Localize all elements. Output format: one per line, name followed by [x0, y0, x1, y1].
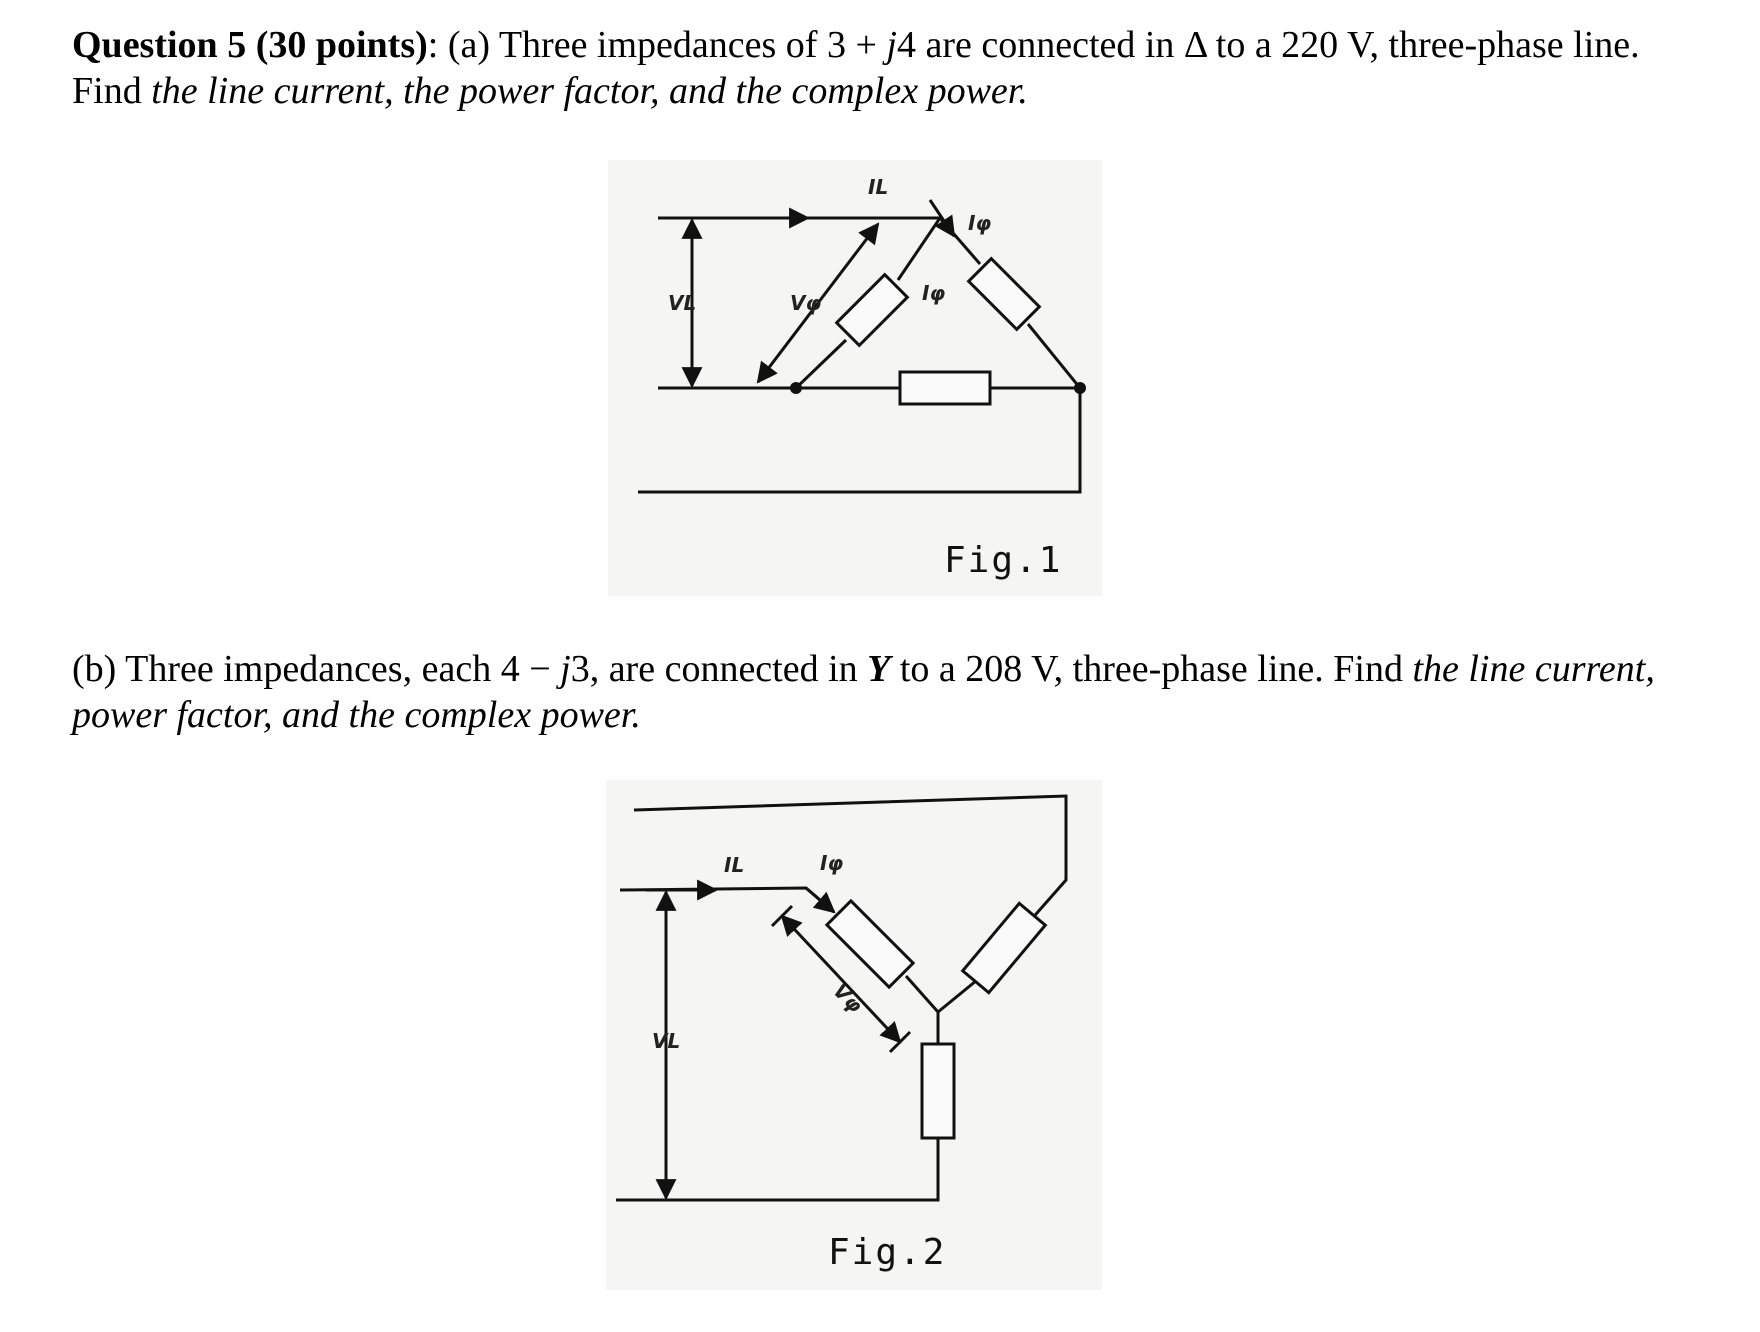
question-a-text: [72, 22, 1712, 114]
question-b-part-1: (b) Three impedances, each 4 −: [72, 648, 561, 690]
phase-current-arrow: [806, 888, 834, 912]
impedance-left: [837, 275, 908, 346]
label-Iphi: Iφ: [820, 851, 844, 875]
question-b-j: j: [560, 648, 571, 690]
impedance-bottom: [922, 1044, 954, 1138]
impedance-left: [827, 901, 913, 987]
wye-circuit-figure: [606, 780, 1102, 1290]
question-b-part-2: 3, are connected in: [570, 648, 868, 690]
label-IL: IL: [868, 175, 889, 199]
figure-2-caption: Fig.2: [828, 1232, 947, 1273]
label-VL: VL: [668, 291, 697, 315]
delta-circuit-diagram: [608, 160, 1102, 596]
question-b-Y: Y: [867, 648, 891, 690]
delta-left-lead-bottom: [796, 340, 846, 388]
delta-circuit-figure: [608, 160, 1102, 596]
line-conductor-bottom: [616, 1138, 938, 1200]
question-b-part-3: to a 208 V, three-phase line. Find: [890, 648, 1413, 690]
impedance-right: [963, 903, 1046, 992]
question-heading: Question 5 (30 points): [72, 24, 428, 66]
question-b-task: the line current, power factor, and the complex power.: [72, 648, 1655, 736]
question-a-part-1: (a) Three impedances of 3 +: [438, 24, 887, 66]
delta-left-lead-top: [898, 218, 940, 280]
question-a-part-2: 4 are connected in Δ to a 220 V, three-phase line. Find: [72, 24, 1640, 112]
label-Iphi-outer: Iφ: [968, 211, 992, 235]
label-VL: VL: [652, 1029, 681, 1053]
heading-colon: :: [427, 24, 439, 66]
label-IL: IL: [724, 853, 745, 877]
question-a-j: j: [886, 24, 897, 66]
wye-left-lead: [906, 976, 938, 1012]
line-conductor-middle: [620, 888, 834, 912]
impedance-right: [969, 259, 1040, 330]
delta-right-lead-bottom: [1028, 324, 1080, 388]
wye-circuit-diagram: [606, 780, 1102, 1290]
label-Vphi: Vφ: [790, 291, 822, 315]
question-b-text: [72, 646, 1712, 738]
figure-1-caption: Fig.1: [944, 540, 1063, 581]
question-a-task: the line current, the power factor, and the complex power.: [151, 70, 1028, 112]
line-conductor-bottom: [638, 388, 1080, 492]
junction-node-right: [1074, 382, 1086, 394]
label-Vphi: Vφ: [828, 978, 868, 1018]
label-Iphi-inner: Iφ: [922, 281, 946, 305]
impedance-bottom: [900, 372, 990, 404]
junction-node-left: [790, 382, 802, 394]
